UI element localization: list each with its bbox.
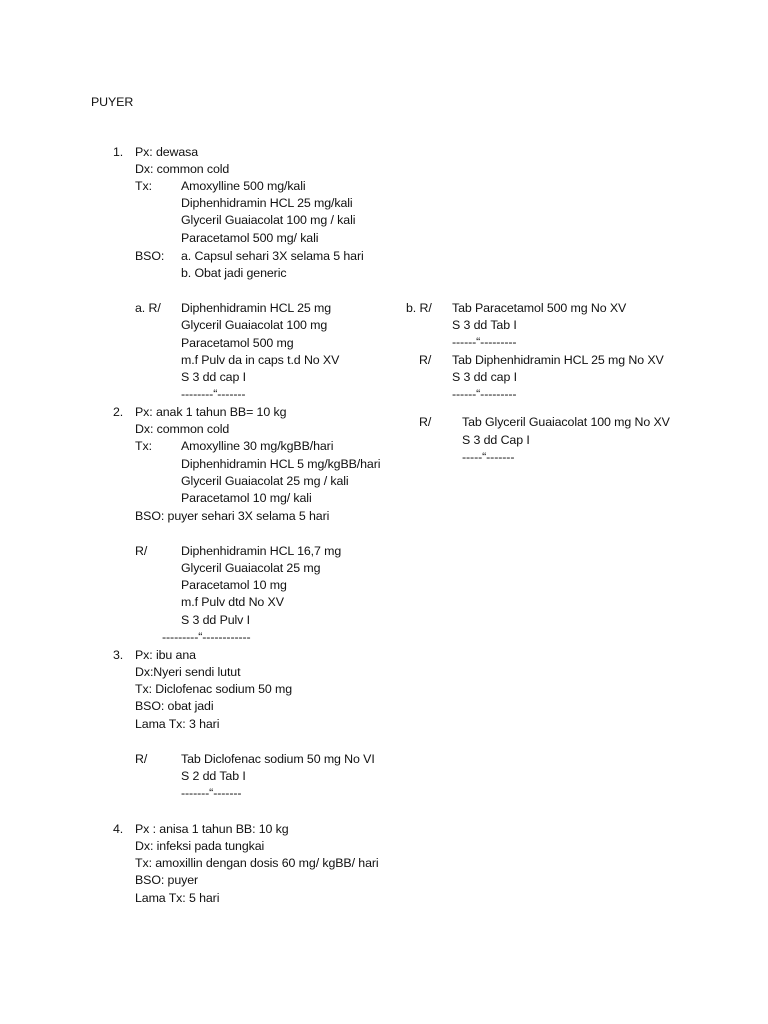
case-1-recipe-b2-label: R/ — [419, 353, 432, 367]
case-1-recipe-b3-line: S 3 dd Cap I — [462, 433, 530, 447]
case-1-recipe-b3-separator: -----“------- — [462, 450, 515, 464]
case-3-bso: BSO: obat jadi — [135, 699, 214, 713]
case-3-number: 3. — [113, 648, 124, 662]
case-1-recipe-b-line: Tab Paracetamol 500 mg No XV — [452, 301, 627, 315]
case-2-patient: Px: anak 1 tahun BB= 10 kg — [135, 405, 287, 419]
case-2-separator: ---------“------------ — [162, 630, 251, 644]
case-2-number: 2. — [113, 405, 124, 419]
case-4-duration: Lama Tx: 5 hari — [135, 891, 220, 905]
case-1-recipe-a-line: m.f Pulv da in caps t.d No XV — [181, 353, 340, 367]
case-1-tx-line: Paracetamol 500 mg/ kali — [181, 231, 319, 245]
case-1-recipe-b3-line: Tab Glyceril Guaiacolat 100 mg No XV — [462, 415, 670, 429]
case-3-separator: -------“------- — [181, 786, 242, 800]
case-3-duration: Lama Tx: 3 hari — [135, 717, 220, 731]
case-2-recipe-line: S 3 dd Pulv I — [181, 613, 250, 627]
case-1-tx-line: Glyceril Guaiacolat 100 mg / kali — [181, 213, 356, 227]
case-3-recipe-line: S 2 dd Tab I — [181, 769, 246, 783]
case-2-recipe-line: Glyceril Guaiacolat 25 mg — [181, 561, 321, 575]
case-1-recipe-a-line: Paracetamol 500 mg — [181, 336, 294, 350]
case-2-recipe-label: R/ — [135, 544, 148, 558]
case-1-recipe-b-line: S 3 dd Tab I — [452, 318, 517, 332]
document-title: PUYER — [91, 95, 134, 109]
case-4-bso: BSO: puyer — [135, 873, 199, 887]
case-1-recipe-a-line: Diphenhidramin HCL 25 mg — [181, 301, 332, 315]
case-2-recipe-line: Diphenhidramin HCL 16,7 mg — [181, 544, 342, 558]
case-1-recipe-a-separator: --------“------- — [181, 387, 246, 401]
case-1-tx-line: Amoxylline 500 mg/kali — [181, 179, 306, 193]
case-2-tx-label: Tx: — [135, 439, 152, 453]
case-3-diagnosis: Dx:Nyeri sendi lutut — [135, 665, 241, 679]
case-2-recipe-line: m.f Pulv dtd No XV — [181, 595, 284, 609]
case-1-recipe-b-separator: ------“--------- — [452, 335, 517, 349]
case-3-patient: Px: ibu ana — [135, 648, 196, 662]
case-1-diagnosis: Dx: common cold — [135, 162, 230, 176]
case-1-patient: Px: dewasa — [135, 145, 199, 159]
case-1-recipe-b-label: b. R/ — [406, 301, 432, 315]
case-1-bso-label: BSO: — [135, 249, 165, 263]
case-1-recipe-b2-separator: ------“--------- — [452, 387, 517, 401]
case-1-recipe-b3-label: R/ — [419, 415, 432, 429]
case-4-diagnosis: Dx: infeksi pada tungkai — [135, 839, 265, 853]
case-2-bso: BSO: puyer sehari 3X selama 5 hari — [135, 509, 330, 523]
case-4-patient: Px : anisa 1 tahun BB: 10 kg — [135, 822, 289, 836]
case-4-therapy: Tx: amoxillin dengan dosis 60 mg/ kgBB/ hari — [135, 856, 379, 870]
case-2-tx-line: Amoxylline 30 mg/kgBB/hari — [181, 439, 334, 453]
case-1-recipe-b2-line: S 3 dd cap I — [452, 370, 517, 384]
case-1-bso-line: b. Obat jadi generic — [181, 266, 287, 280]
case-1-recipe-a-label: a. R/ — [135, 301, 161, 315]
case-2-tx-line: Paracetamol 10 mg/ kali — [181, 491, 312, 505]
case-2-tx-line: Glyceril Guaiacolat 25 mg / kali — [181, 474, 349, 488]
case-3-recipe-line: Tab Diclofenac sodium 50 mg No VI — [181, 752, 375, 766]
case-1-number: 1. — [113, 145, 124, 159]
case-1-bso-line: a. Capsul sehari 3X selama 5 hari — [181, 249, 364, 263]
case-2-recipe-line: Paracetamol 10 mg — [181, 578, 287, 592]
case-4-number: 4. — [113, 822, 124, 836]
case-2-diagnosis: Dx: common cold — [135, 422, 230, 436]
case-3-therapy: Tx: Diclofenac sodium 50 mg — [135, 682, 293, 696]
case-3-recipe-label: R/ — [135, 752, 148, 766]
case-1-recipe-a-line: S 3 dd cap I — [181, 370, 246, 384]
case-1-tx-label: Tx: — [135, 179, 152, 193]
case-1-tx-line: Diphenhidramin HCL 25 mg/kali — [181, 196, 353, 210]
case-2-tx-line: Diphenhidramin HCL 5 mg/kgBB/hari — [181, 457, 381, 471]
case-1-recipe-a-line: Glyceril Guaiacolat 100 mg — [181, 318, 328, 332]
case-1-recipe-b2-line: Tab Diphenhidramin HCL 25 mg No XV — [452, 353, 664, 367]
